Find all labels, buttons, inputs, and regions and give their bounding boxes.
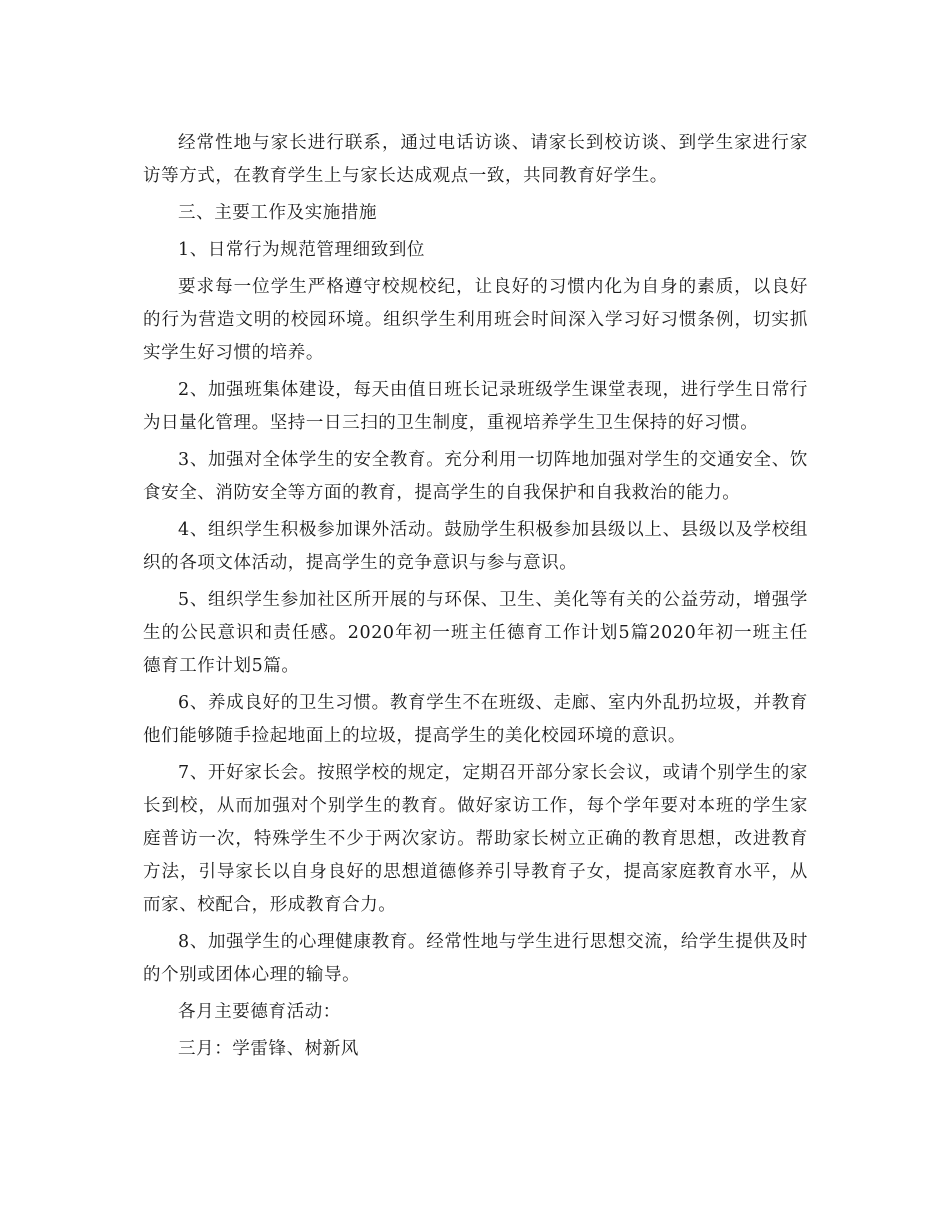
paragraph-class-building: 2、加强班集体建设，每天由值日班长记录班级学生课堂表现，进行学生日常行为日量化管理。坚持一日三扫的卫生制度，重视培养学生卫生保持的好习惯。 — [143, 380, 808, 433]
paragraph-extracurricular: 4、组织学生积极参加课外活动。鼓励学生积极参加县级以上、县级以及学校组织的各项文体活动，提高学生的竞争意识与参与意识。 — [143, 520, 808, 573]
paragraph-monthly-activities-heading: 各月主要德育活动： — [178, 1002, 341, 1022]
paragraph-hygiene-habits: 6、养成良好的卫生习惯。教育学生不在班级、走廊、室内外乱扔垃圾，并教育他们能够随手捡起地面上的垃圾，提高学生的美化校园环境的意识。 — [143, 693, 808, 746]
paragraph-school-rules: 要求每一位学生严格遵守校规校纪，让良好的习惯内化为自身的素质，以良好的行为营造文明的校园环境。组织学生利用班会时间深入学习好习惯条例，切实抓实学生好习惯的培养。 — [143, 277, 808, 363]
paragraph-parent-contact: 经常性地与家长进行联系，通过电话访谈、请家长到校访谈、到学生家进行家访等方式，在教育学生上与家长达成观点一致，共同教育好学生。 — [143, 133, 808, 186]
paragraph-march-activity: 三月：学雷锋、树新风 — [178, 1039, 359, 1059]
paragraph-parent-meeting: 7、开好家长会。按照学校的规定，定期召开部分家长会议，或请个别学生的家长到校，从而加强对个别学生的教育。做好家访工作，每个学年要对本班的学生家庭普访一次，特殊学生不少于两次家访。帮助家长树立正确的教育思想，改进教育方法，引导家长以自身良好的思想道德修养引导教育子女，提高家庭教育水平，从而家、校配合，形成教育合力。 — [143, 763, 808, 915]
document-body — [143, 127, 808, 1070]
section-heading-main-work: 三、主要工作及实施措施 — [178, 203, 378, 223]
paragraph-community-service: 5、组织学生参加社区所开展的与环保、卫生、美化等有关的公益劳动，增强学生的公民意识和责任感。2020年初一班主任德育工作计划5篇2020年初一班主任德育工作计划5篇。 — [143, 590, 808, 676]
paragraph-mental-health: 8、加强学生的心理健康教育。经常性地与学生进行思想交流，给学生提供及时的个别或团体心理的输导。 — [143, 932, 808, 985]
paragraph-safety-education: 3、加强对全体学生的安全教育。充分利用一切阵地加强对学生的交通安全、饮食安全、消防安全等方面的教育，提高学生的自我保护和自我救治的能力。 — [143, 450, 808, 503]
item-heading-daily-behavior: 1、日常行为规范管理细致到位 — [178, 240, 426, 260]
